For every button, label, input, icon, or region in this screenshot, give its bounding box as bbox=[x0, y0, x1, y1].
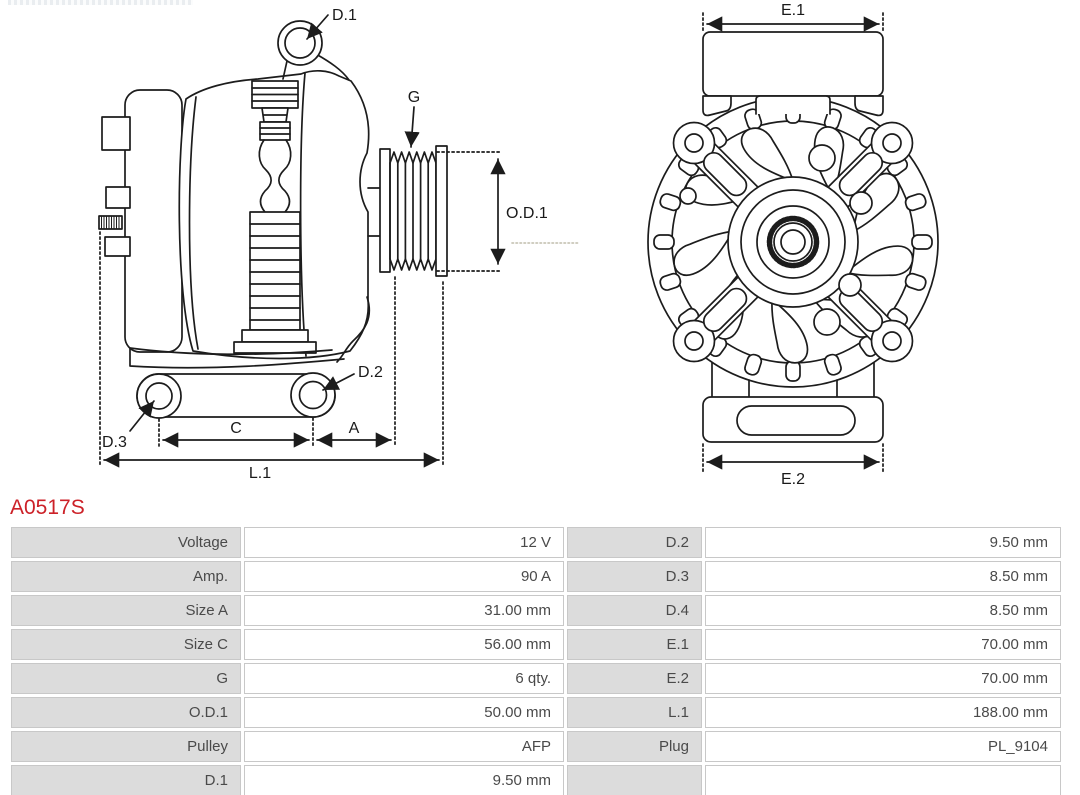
dim-label-d2: D.2 bbox=[358, 364, 383, 381]
dim-label-d1: D.1 bbox=[332, 7, 357, 24]
alternator-front-view bbox=[648, 2, 938, 488]
spec-label: Size C bbox=[11, 629, 241, 660]
spec-table bbox=[8, 524, 1064, 795]
dim-label-c: C bbox=[230, 420, 242, 437]
spec-value: 50.00 mm bbox=[244, 697, 564, 728]
table-row bbox=[11, 527, 1061, 558]
spec-value: 70.00 mm bbox=[705, 629, 1061, 660]
spec-label: L.1 bbox=[567, 697, 702, 728]
spec-label: D.3 bbox=[567, 561, 702, 592]
table-row bbox=[11, 697, 1061, 728]
spec-value: 9.50 mm bbox=[705, 527, 1061, 558]
spec-label: Voltage bbox=[11, 527, 241, 558]
dim-label-a: A bbox=[348, 420, 360, 437]
side-view-pulley bbox=[368, 146, 447, 276]
spec-value: 56.00 mm bbox=[244, 629, 564, 660]
spec-value: 9.50 mm bbox=[244, 765, 564, 795]
spec-label: G bbox=[11, 663, 241, 694]
spec-value: 8.50 mm bbox=[705, 561, 1061, 592]
spec-label bbox=[567, 765, 702, 795]
spec-label: Plug bbox=[567, 731, 702, 762]
front-top-bracket bbox=[703, 32, 883, 115]
table-row bbox=[11, 595, 1061, 626]
spec-label: O.D.1 bbox=[11, 697, 241, 728]
dim-label-l1: L.1 bbox=[248, 465, 272, 482]
spec-value: 8.50 mm bbox=[705, 595, 1061, 626]
dim-label-e2: E.2 bbox=[780, 471, 806, 488]
dim-label-e1: E.1 bbox=[780, 2, 806, 19]
spec-label: Pulley bbox=[11, 731, 241, 762]
table-row bbox=[11, 731, 1061, 762]
table-row bbox=[11, 663, 1061, 694]
spec-label: Amp. bbox=[11, 561, 241, 592]
dim-label-g: G bbox=[407, 89, 421, 106]
spec-value: 90 A bbox=[244, 561, 564, 592]
dim-label-d3: D.3 bbox=[102, 434, 127, 451]
spec-label: Size A bbox=[11, 595, 241, 626]
spec-value: 6 qty. bbox=[244, 663, 564, 694]
dim-label-od1: O.D.1 bbox=[506, 205, 548, 222]
spec-value bbox=[705, 765, 1061, 795]
spec-value: AFP bbox=[244, 731, 564, 762]
spec-value: 188.00 mm bbox=[705, 697, 1061, 728]
table-row bbox=[11, 629, 1061, 660]
spec-label: E.2 bbox=[567, 663, 702, 694]
spec-label: D.4 bbox=[567, 595, 702, 626]
table-row bbox=[11, 765, 1061, 795]
spec-label: D.2 bbox=[567, 527, 702, 558]
side-view-rear-cover bbox=[99, 90, 182, 352]
part-number: A0517S bbox=[10, 496, 85, 519]
spec-label: D.1 bbox=[11, 765, 241, 795]
alternator-side-view bbox=[99, 7, 580, 482]
spec-label: E.1 bbox=[567, 629, 702, 660]
spec-value: PL_9104 bbox=[705, 731, 1061, 762]
spec-value: 70.00 mm bbox=[705, 663, 1061, 694]
spec-value: 12 V bbox=[244, 527, 564, 558]
spec-value: 31.00 mm bbox=[244, 595, 564, 626]
table-row bbox=[11, 561, 1061, 592]
